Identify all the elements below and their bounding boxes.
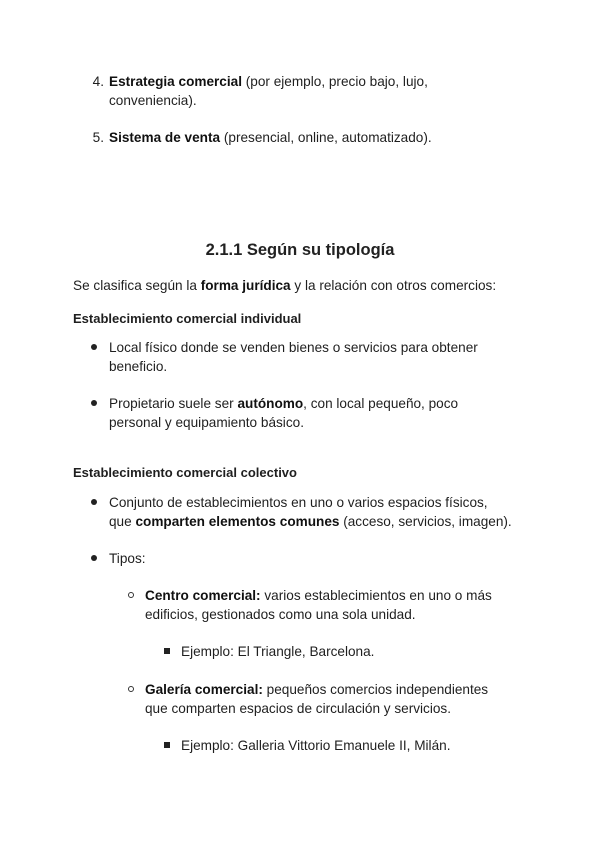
list-number-5: 5. (92, 130, 104, 145)
list-item-5-text: (presencial, online, automatizado). (220, 130, 432, 145)
bullet-disc (91, 555, 97, 561)
bullet-disc (91, 499, 97, 505)
list-item-4-line1 (109, 72, 428, 91)
individual-bullet2-bold: autónomo (237, 396, 304, 411)
tipo2-line2: que comparten espacios de circulación y servicios. (145, 701, 452, 716)
colectivo-bullet1-line2 (109, 512, 512, 531)
list-item-4-text: (por ejemplo, precio bajo, lujo, (241, 74, 428, 89)
intro-text-bold: forma jurídica (200, 278, 291, 293)
individual-bullet2-post: , con local pequeño, poco (303, 396, 459, 411)
tipo2-bold: Galería comercial: (145, 682, 263, 697)
tipo1-example: Ejemplo: El Triangle, Barcelona. (181, 644, 375, 659)
bullet-square (164, 742, 170, 748)
tipo2-line1 (145, 680, 488, 699)
tipo1-bold: Centro comercial: (145, 588, 261, 603)
tipo2-example: Ejemplo: Galleria Vittorio Emanuele II, Milán. (181, 738, 451, 753)
list-item-5 (109, 128, 432, 147)
colectivo-heading: Establecimiento comercial colectivo (73, 465, 297, 480)
individual-heading: Establecimiento comercial individual (73, 311, 302, 326)
individual-bullet2-pre: Propietario suele ser (109, 396, 238, 411)
bullet-disc (91, 400, 97, 406)
section-title: 2.1.1 Según su tipología (205, 241, 395, 259)
colectivo-bullet1-post: (acceso, servicios, imagen). (339, 514, 512, 529)
bullet-circle (128, 592, 134, 598)
bullet-disc (91, 344, 97, 350)
list-number-4: 4. (92, 74, 104, 89)
colectivo-bullet1-pre: que (109, 514, 136, 529)
list-item-4-bold: Estrategia comercial (109, 74, 242, 89)
bullet-circle (128, 686, 134, 692)
intro-text-post: y la relación con otros comercios: (290, 278, 497, 293)
section-intro (73, 276, 496, 295)
individual-bullet2-line2: personal y equipamiento básico. (109, 415, 304, 430)
tipo1-text: varios establecimientos en uno o más (260, 588, 492, 603)
list-item-5-bold: Sistema de venta (109, 130, 221, 145)
individual-bullet1-line1: Local físico donde se venden bienes o servicios para obtener (109, 340, 478, 355)
list-item-4-line2: conveniencia). (109, 93, 197, 108)
bullet-square (164, 648, 170, 654)
tipo1-line2: edificios, gestionados como una sola unidad. (145, 607, 416, 622)
intro-text-pre: Se clasifica según la (73, 278, 201, 293)
individual-bullet1-line2: beneficio. (109, 359, 168, 374)
tipo2-text: pequeños comercios independientes (262, 682, 489, 697)
colectivo-bullet1-line1: Conjunto de establecimientos en uno o varios espacios físicos, (109, 495, 488, 510)
individual-bullet2-line1 (109, 394, 458, 413)
tipos-label: Tipos: (109, 551, 146, 566)
colectivo-bullet1-bold: comparten elementos comunes (135, 514, 340, 529)
tipo1-line1 (145, 586, 492, 605)
